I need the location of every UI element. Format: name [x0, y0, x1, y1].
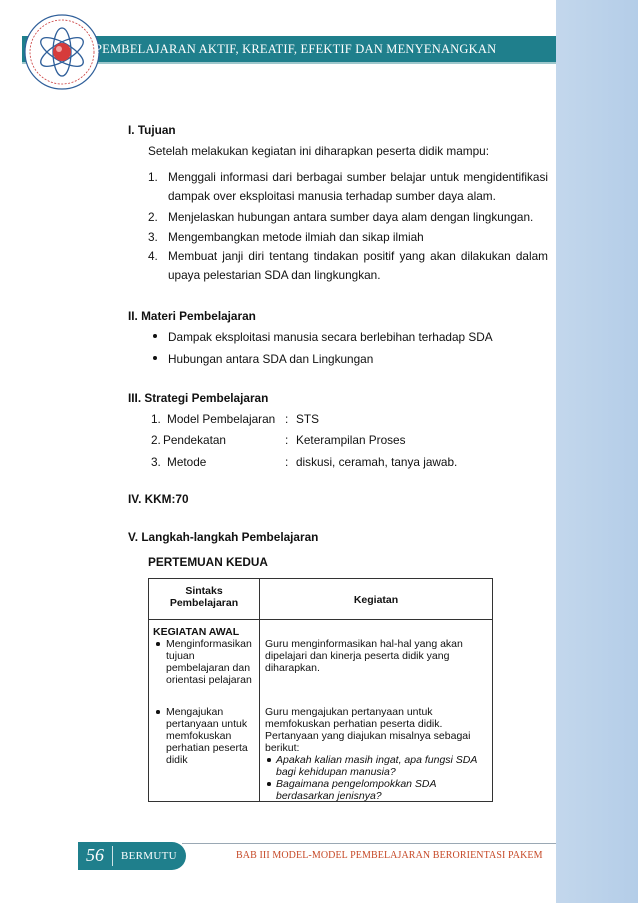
section-heading-tujuan: I. Tujuan [128, 123, 176, 137]
activity-line: Guru menginformasikan hal-hal yang akan [265, 638, 463, 650]
strategi-separator: : [285, 433, 289, 447]
strategi-separator: : [285, 455, 289, 469]
bullet-icon [267, 782, 271, 786]
strategi-number: 1. [151, 412, 161, 426]
syntax-line: pembelajaran dan [166, 662, 251, 674]
strategi-label: Pendekatan [163, 433, 226, 447]
syntax-line: Menginformasikan [166, 638, 252, 650]
table-divider [149, 619, 492, 620]
header-line: Pembelajaran [169, 597, 239, 609]
activity-table [148, 578, 493, 802]
tujuan-item-number: 1. [148, 170, 158, 184]
syntax-line: perhatian peserta [166, 742, 248, 754]
strategi-label: Metode [167, 455, 207, 469]
section-heading-langkah: V. Langkah-langkah Pembelajaran [128, 530, 319, 544]
strategi-number: 3. [151, 455, 161, 469]
footer-separator [112, 846, 113, 866]
footer-chapter-title: BAB III MODEL-MODEL PEMBELAJARAN BERORIENTASI PAKEM [236, 850, 543, 861]
institution-logo [22, 12, 102, 92]
strategi-label: Model Pembelajaran [167, 412, 276, 426]
strategi-value: diskusi, ceramah, tanya jawab. [296, 455, 458, 469]
meeting-heading: PERTEMUAN KEDUA [148, 555, 268, 569]
activity-line: Guru mengajukan pertanyaan untuk [265, 706, 433, 718]
syntax-item [166, 638, 258, 686]
materi-item: Hubungan antara SDA dan Lingkungan [168, 352, 374, 366]
section-heading-strategi: III. Strategi Pembelajaran [128, 391, 269, 405]
activity-line: diharapkan. [265, 662, 320, 674]
question-item [276, 754, 488, 778]
phase-label: KEGIATAN AWAL [153, 626, 240, 638]
section-heading-materi: II. Materi Pembelajaran [128, 309, 256, 323]
bullet-icon [267, 758, 271, 762]
bullet-icon [156, 642, 160, 646]
tujuan-intro: Setelah melakukan kegiatan ini diharapkan peserta didik mampu: [148, 144, 490, 158]
tujuan-item-text: Menggali informasi dari berbagai sumber belajar untuk mengidentifikasi [168, 170, 548, 184]
table-header-sintaks [149, 585, 259, 609]
section-heading-kkm: IV. KKM:70 [128, 492, 189, 506]
bullet-icon [153, 334, 157, 338]
bullet-icon [156, 710, 160, 714]
syntax-line: Mengajukan [166, 706, 224, 718]
syntax-line: pertanyaan untuk [166, 718, 248, 730]
header-line: Sintaks [185, 585, 223, 597]
syntax-line: tujuan [166, 650, 195, 662]
syntax-line: memfokuskan [166, 730, 232, 742]
footer-brand: BERMUTU [121, 850, 177, 862]
page-number: 56 [86, 845, 104, 865]
tujuan-item-text: Mengembangkan metode ilmiah dan sikap ilmiah [168, 230, 424, 244]
tujuan-item-text: upaya pelestarian SDA dan lingkungkan. [168, 268, 381, 282]
question-line: bagi kehidupan manusia? [276, 766, 396, 778]
strategi-separator: : [285, 412, 289, 426]
activity-text [265, 706, 487, 754]
syntax-item [166, 706, 258, 766]
activity-text [265, 638, 487, 674]
activity-line: berikut: [265, 742, 300, 754]
activity-line: memfokuskan perhatian peserta didik. [265, 718, 443, 730]
footer-rule [182, 843, 556, 844]
strategi-number: 2. [151, 433, 161, 447]
tujuan-item-number: 4. [148, 249, 158, 263]
question-line: Apakah kalian masih ingat, apa fungsi SDA [276, 754, 478, 766]
tujuan-item-number: 2. [148, 210, 158, 224]
tujuan-item-number: 3. [148, 230, 158, 244]
question-item [276, 778, 488, 802]
syntax-line: didik [166, 754, 188, 766]
question-line: Bagaimana pengelompokkan SDA [276, 778, 437, 790]
materi-item: Dampak eksploitasi manusia secara berlebihan terhadap SDA [168, 330, 493, 344]
tujuan-item-text: dampak over eksploitasi manusia terhadap sumber daya alam. [168, 189, 496, 203]
header-title: PEMBELAJARAN AKTIF, KREATIF, EFEKTIF DAN MENYENANGKAN [95, 42, 497, 56]
activity-line: dipelajari dan kinerja peserta didik yang [265, 650, 450, 662]
syntax-line: orientasi pelajaran [166, 674, 252, 686]
side-strip [556, 0, 638, 903]
table-divider [259, 579, 260, 801]
activity-line: Pertanyaan yang diajukan misalnya sebagai [265, 730, 471, 742]
bullet-icon [153, 356, 157, 360]
table-header-kegiatan: Kegiatan [353, 594, 399, 606]
tujuan-item-text: Menjelaskan hubungan antara sumber daya alam dengan lingkungan. [168, 210, 534, 224]
question-line: berdasarkan jenisnya? [276, 790, 382, 802]
tujuan-item-text: Membuat janji diri tentang tindakan positif yang akan dilakukan dalam [168, 249, 548, 263]
strategi-value: Keterampilan Proses [296, 433, 406, 447]
strategi-value: STS [296, 412, 319, 426]
